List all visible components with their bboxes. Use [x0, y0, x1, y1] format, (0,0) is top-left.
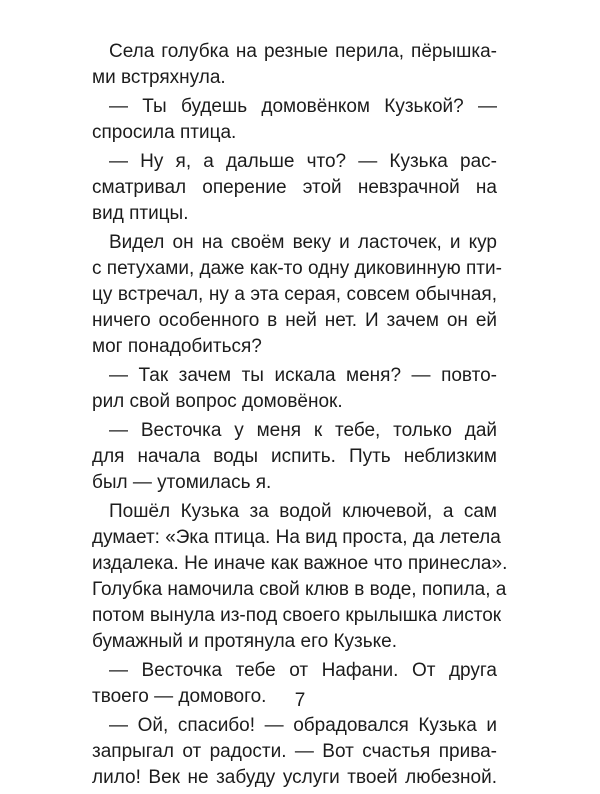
text-line: был — утомилась я.: [92, 472, 272, 493]
text-line: для начала воды испить. Путь неблизким: [92, 446, 497, 467]
text-line: бумажный и протянула его Кузьке.: [92, 631, 398, 652]
text-line: ничего особенного в ней нет. И зачем он ей: [92, 310, 497, 331]
text-line: — Весточка тебе от Нафани. От друга: [109, 660, 497, 681]
paragraph: [92, 499, 508, 655]
text-line: — Ты будешь домовёнком Кузькой? —: [109, 96, 497, 117]
text-line: рил свой вопрос домовёнок.: [92, 391, 343, 412]
paragraph: [92, 713, 497, 791]
text-line: — Так зачем ты искала меня? — повто-: [109, 365, 497, 386]
paragraph: [92, 363, 497, 415]
paragraph: [92, 39, 497, 91]
text-line: Села голубка на резные перила, пёрышка-: [109, 41, 497, 62]
text-line: мог понадобиться?: [92, 336, 262, 357]
text-line: спросила птица.: [92, 122, 237, 143]
paragraph: [92, 149, 497, 227]
text-line: издалека. Не иначе как важное что принесла».: [92, 553, 508, 574]
text-line: Видел он на своём веку и ласточек, и кур: [109, 232, 497, 253]
text-line: потом вынула из-под своего крылышка листок: [92, 605, 502, 626]
page-number: 7: [294, 690, 306, 711]
paragraph: [92, 230, 502, 360]
text-line: вид птицы.: [92, 203, 189, 224]
text-line: Голубка намочила свой клюв в воде, попила, а: [92, 579, 507, 600]
text-line: Пошёл Кузька за водой ключевой, а сам: [109, 501, 497, 522]
text-line: — Ну я, а дальше что? — Кузька рас-: [109, 151, 497, 172]
text-line: ми встряхнула.: [92, 67, 226, 88]
text-line: запрыгал от радости. — Вот счастья прива-: [92, 741, 497, 762]
body-text: [92, 39, 508, 794]
text-line: лило! Век не забуду услуги твоей любезной.: [92, 767, 497, 788]
text-line: сматривал оперение этой невзрачной на: [92, 177, 497, 198]
paragraph: [92, 418, 497, 496]
text-line: с петухами, даже как-то одну диковинную пти-: [92, 258, 502, 279]
text-line: думает: «Эка птица. На вид проста, да летела: [92, 527, 501, 548]
text-line: твоего — домового.: [92, 686, 267, 707]
paragraph: [92, 94, 497, 146]
text-line: цу встречал, ну а эта серая, совсем обычная,: [92, 284, 497, 305]
text-line: — Весточка у меня к тебе, только дай: [109, 420, 497, 441]
text-line: — Ой, спасибо! — обрадовался Кузька и: [109, 715, 497, 736]
